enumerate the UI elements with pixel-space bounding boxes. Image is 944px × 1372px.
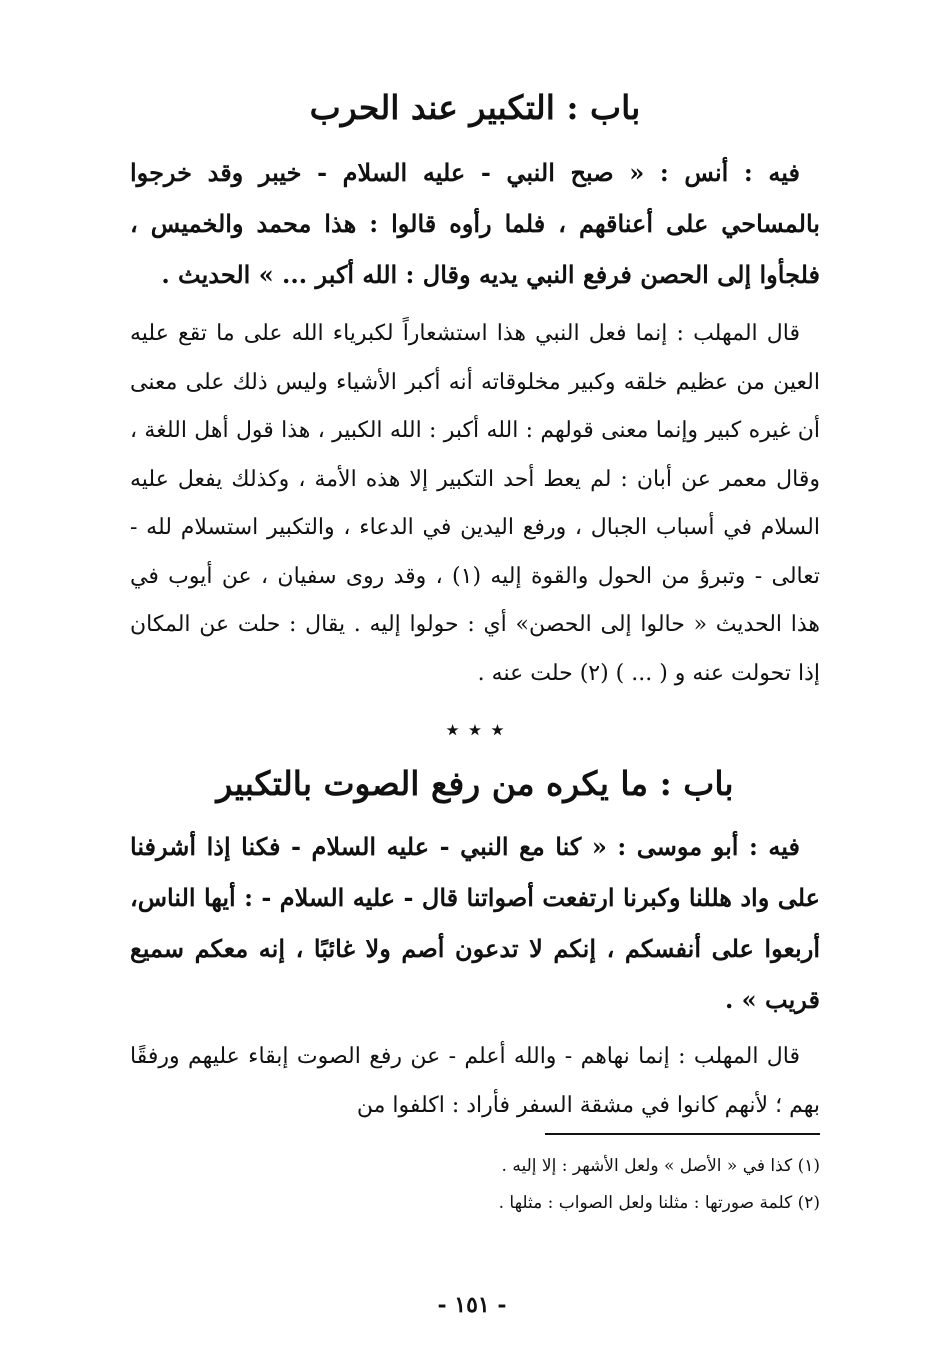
- hadith-text-2: فيه : أبو موسى : « كنا مع النبي - عليه السلام - فكنا إذا أشرفنا على واد هللنا وكبرنا ارتفعت أصواتنا قال - عليه السلام - : أيها الناس، أربعوا على أنفسكم ، إنكم لا تدعون أصم ولا غائبًا ، إنه معكم سميع قريب » .: [130, 832, 820, 1014]
- footnote-1: (١) كذا في « الأصل » ولعل الأشهر : إلا إليه .: [501, 1156, 820, 1176]
- footnote-divider: [545, 1133, 820, 1135]
- section-separator: ٭ ٭ ٭: [445, 715, 505, 745]
- page-number: - ١٥١ -: [437, 1292, 507, 1318]
- section-heading-2: باب : ما يكره من رفع الصوت بالتكبير: [216, 764, 734, 803]
- section-heading-1: باب : التكبير عند الحرب: [309, 88, 641, 127]
- hadith-text-1: فيه : أنس : « صبح النبي - عليه السلام - خيبر وقد خرجوا بالمساحي على أعناقهم ، فلما رأوه قالوا : هذا محمد والخميس ، فلجأوا إلى الحصن فرفع النبي يديه وقال : الله أكبر ... » الحديث .: [130, 158, 820, 289]
- page-body: [130, 78, 820, 1130]
- commentary-text-1: قال المهلب : إنما فعل النبي هذا استشعاراً لكبرياء الله على ما تقع عليه العين من عظيم خلقه وكبير مخلوقاته أنه أكبر الأشياء وليس ذلك على معنى أن غيره كبير وإنما معنى قولهم : الله أكبر : الله الكبير ، هذا قول أهل اللغة ، وقال معمر عن أبان : لم يعط أحد التكبير إلا هذه الأمة ، وكذلك يفعل عليه السلام في أسباب الجبال ، ورفع اليدين في الدعاء ، والتكبير استسلام لله - تعالى - وتبرؤ من الحول والقوة إليه (١) ، وقد روى سفيان ، عن أيوب في هذا الحديث « حالوا إلى الحصن» أي : حولوا إليه . يقال : حلت عن المكان إذا تحولت عنه و ( ... ) (٢) حلت عنه .: [130, 321, 820, 686]
- footnote-2: (٢) كلمة صورتها : مثلنا ولعل الصواب : مثلها .: [498, 1193, 820, 1213]
- commentary-text-2: قال المهلب : إنما نهاهم - والله أعلم - عن رفع الصوت إبقاء عليهم ورفقًا بهم ؛ لأنهم كانوا في مشقة السفر فأراد : اكلفوا من: [130, 1044, 820, 1118]
